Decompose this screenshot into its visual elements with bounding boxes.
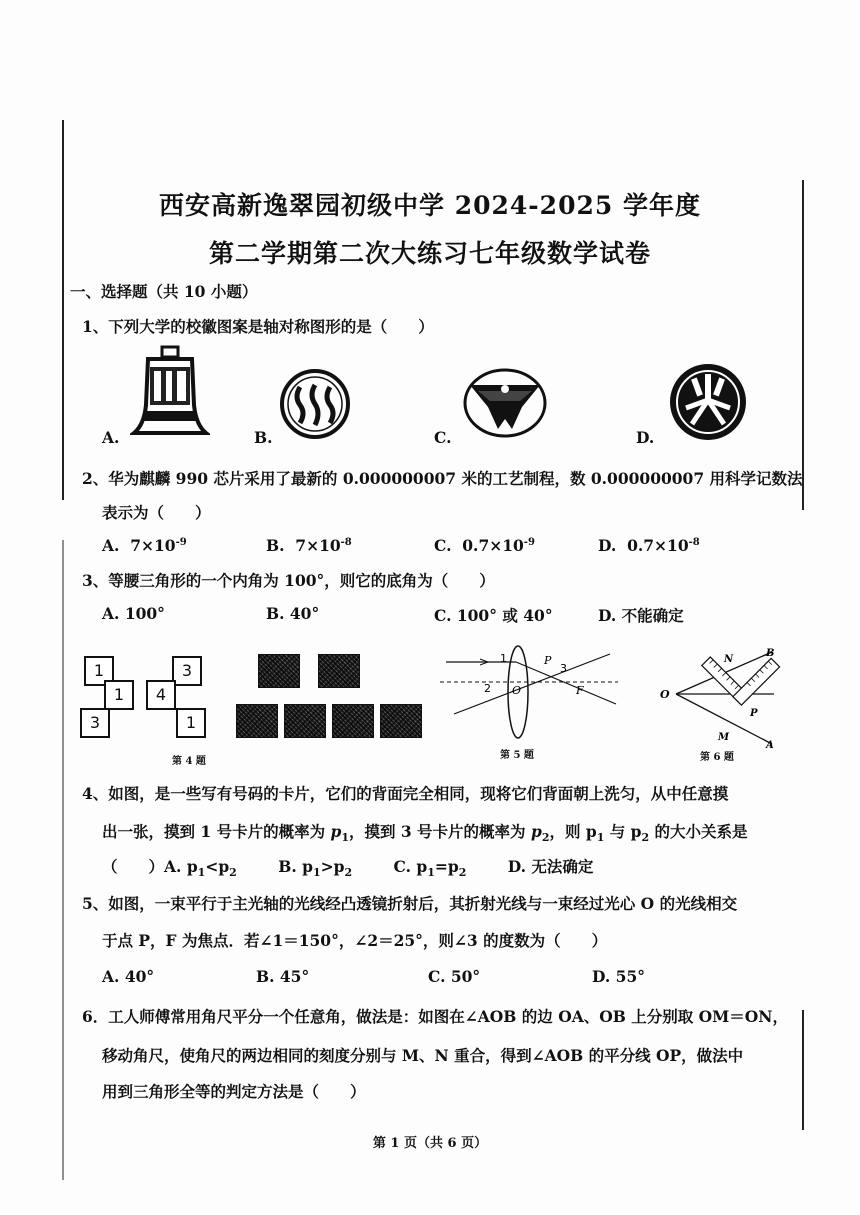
emblem-b-waves-icon — [278, 367, 352, 441]
card-front: 1 — [176, 708, 206, 738]
fig6-label-p: P — [750, 708, 758, 719]
q1-option-d: D. — [636, 428, 655, 447]
card-front: 3 — [172, 656, 202, 686]
q5-option-b: B. 45° — [256, 967, 310, 986]
q2-stem-line2: 表示为（ ） — [102, 503, 211, 522]
card-back — [332, 704, 374, 738]
left-page-edge-lower — [62, 540, 64, 1180]
card-back — [318, 654, 360, 688]
q2-option-c: C. $0.7\times 10^{-9}$ — [434, 536, 535, 555]
q5-line1: 5、如图，一束平行于主光轴的光线经凸透镜折射后，其折射光线与一束经过光心 O 的光线相交 — [82, 894, 738, 913]
fig6-label-n: N — [724, 654, 734, 665]
figure-4-caption: 第 4 题 — [172, 756, 206, 767]
q1-option-a: A. — [102, 428, 120, 447]
q2-option-b: B. $7\times 10^{-8}$ — [266, 536, 352, 555]
fig5-label-f: F — [576, 684, 584, 697]
left-page-edge — [62, 120, 64, 500]
right-page-edge-lower — [802, 1010, 804, 1130]
fig6-label-o: O — [660, 688, 670, 701]
q1-option-c: C. — [434, 428, 452, 447]
card-back — [236, 704, 278, 738]
q5-option-c: C. 50° — [428, 967, 481, 986]
section-heading: 一、选择题（共 10 小题） — [70, 282, 258, 301]
card-front: 3 — [80, 708, 110, 738]
q4-line1: 4、如图，是一些写有号码的卡片，它们的背面完全相同，现将它们背面朝上洗匀，从中任意摸 — [82, 784, 729, 803]
q5-option-a: A. 40° — [102, 967, 155, 986]
figure-5-lens-diagram — [440, 642, 620, 742]
fig5-label-2: 2 — [484, 682, 491, 695]
card-back — [380, 704, 422, 738]
exam-title-line2: 第二学期第二次大练习七年级数学试卷 — [208, 239, 651, 268]
fig5-label-1: 1 — [500, 652, 507, 665]
fig6-label-a: A — [766, 740, 774, 750]
q2-option-d: D. $0.7\times 10^{-8}$ — [598, 536, 700, 555]
q1-option-b: B. — [254, 428, 273, 447]
figure-5-caption: 第 5 题 — [500, 750, 534, 761]
emblem-d-seal-icon — [668, 362, 748, 442]
q3-stem: 3、等腰三角形的一个内角为 100°，则它的底角为（ ） — [82, 571, 495, 590]
card-front: 1 — [84, 656, 114, 686]
figure-6-caption: 第 6 题 — [700, 752, 734, 763]
emblem-a-bell-icon — [130, 345, 210, 440]
q4-line2: 出一张，摸到 1 号卡片的概率为 $p_1$，摸到 3 号卡片的概率为 $p_2$，则 $p_1$ 与 $p_2$ 的大小关系是 — [102, 822, 748, 845]
fig5-label-o: O — [512, 684, 522, 697]
card-back — [258, 654, 300, 688]
q3-option-c: C. 100° 或 40° — [434, 606, 553, 625]
q6-line1: 6．工人师傅常用角尺平分一个任意角，做法是：如图在∠AOB 的边 OA、OB 上分别取 OM＝ON， — [82, 1007, 788, 1026]
q6-line3: 用到三角形全等的判定方法是（ ） — [102, 1082, 366, 1101]
emblem-c-eagle-icon — [462, 367, 548, 439]
card-front: 4 — [146, 680, 176, 710]
fig6-label-b: B — [766, 648, 775, 659]
q2-option-a: A. $7\times 10^{-9}$ — [102, 536, 187, 555]
q3-option-a: A. 100° — [102, 604, 165, 623]
fig6-label-m: M — [718, 732, 730, 743]
q5-line2: 于点 P，F 为焦点．若∠1＝150°，∠2＝25°，则∠3 的度数为（ ） — [102, 931, 608, 950]
exam-title-line1: 西安高新逸翠园初级中学 2024-2025 学年度 — [159, 191, 701, 220]
fig5-label-3: 3 — [560, 662, 567, 675]
page-footer: 第 1 页（共 6 页） — [372, 1136, 488, 1151]
q6-line2: 移动角尺，使角尺的两边相同的刻度分别与 M、N 重合，得到∠AOB 的平分线 OP，做法中 — [102, 1046, 744, 1065]
figure-6-angle-ruler-diagram — [654, 640, 784, 750]
card-front: 1 — [104, 680, 134, 710]
right-page-edge — [802, 180, 804, 510]
q2-stem-line1: 2、华为麒麟 990 芯片采用了最新的 0.000000007 米的工艺制程，数 0.000000007 用科学记数法 — [82, 469, 803, 488]
fig5-label-p: P — [544, 654, 552, 667]
q4-line3: （ ）A. $p_1<p_2$ B. $p_1>p_2$ C. $p_1=p_2$ D. 无法确定 — [102, 857, 594, 880]
q3-option-b: B. 40° — [266, 604, 320, 623]
card-back — [284, 704, 326, 738]
q1-stem: 1、下列大学的校徽图案是轴对称图形的是（ ） — [82, 317, 434, 336]
q5-option-d: D. 55° — [592, 967, 646, 986]
q3-option-d: D. 不能确定 — [598, 606, 684, 625]
